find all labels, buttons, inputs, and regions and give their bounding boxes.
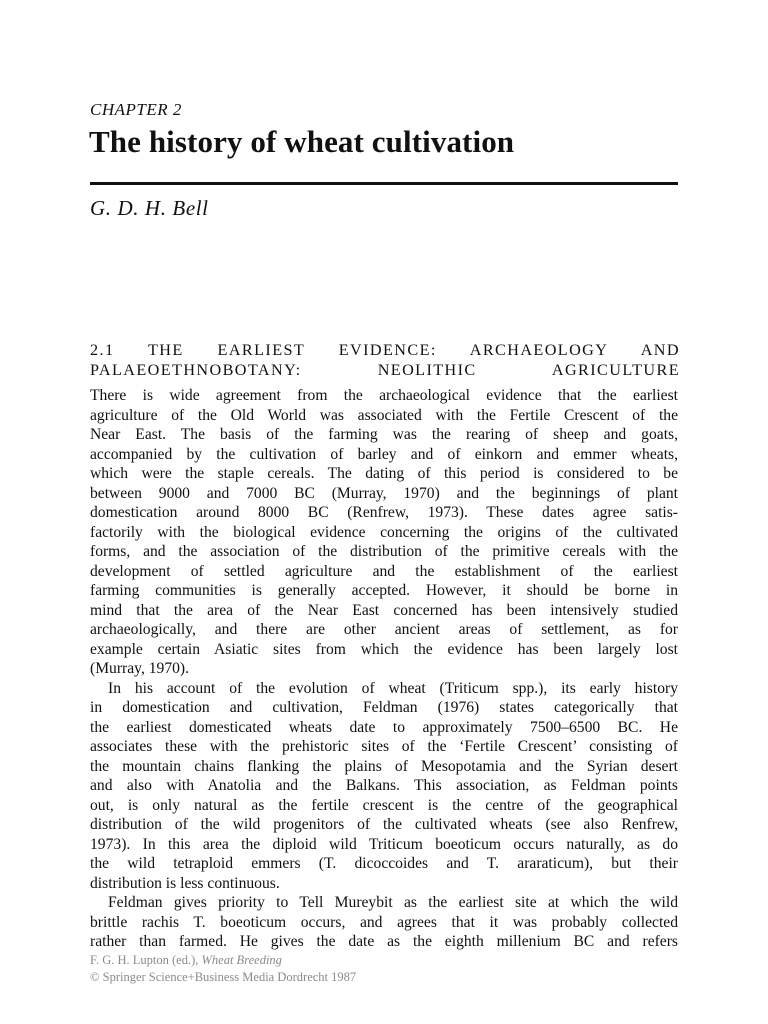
body-line: mind that the area of the Near East concerned has been intensively studied <box>90 601 678 619</box>
body-line: factorily with the biological evidence concerning the origins of the cultivated <box>90 523 678 541</box>
chapter-title: The history of wheat cultivation <box>89 124 515 159</box>
body-text <box>90 386 678 952</box>
body-line: example certain Asiatic sites from which the evidence has been largely lost <box>90 640 678 658</box>
section-heading-line-1: 2.1 THE EARLIEST EVIDENCE: ARCHAEOLOGY AND <box>90 341 680 359</box>
section-heading <box>90 340 680 380</box>
body-line: forms, and the association of the distribution of the primitive cereals with the <box>90 543 678 560</box>
body-line: between 9000 and 7000 BC (Murray, 1970) and the beginnings of plant <box>90 484 678 502</box>
body-line: the mountain chains flanking the plains of Mesopotamia and the Syrian desert <box>90 757 678 775</box>
book-title: Wheat Breeding <box>201 953 282 967</box>
page-footer <box>90 952 356 986</box>
body-line: agriculture of the Old World was associated with the Fertile Crescent of the <box>90 406 678 424</box>
body-line: rather than farmed. He gives the date as the eighth millenium BC and refers <box>90 933 678 950</box>
citation-line <box>90 952 356 969</box>
body-line: (Murray, 1970). <box>90 660 190 677</box>
body-line: 1973). In this area the diploid wild Triticum boeoticum occurs naturally, as do <box>90 835 678 853</box>
body-line: In his account of the evolution of wheat (Triticum spp.), its early history <box>108 679 678 697</box>
body-line: distribution is less continuous. <box>90 874 280 892</box>
body-line: accompanied by the cultivation of barley and of einkorn and emmer wheats, <box>90 445 678 463</box>
chapter-label: CHAPTER 2 <box>90 100 182 119</box>
section-heading-line-2: PALAEOETHNOBOTANY: NEOLITHIC AGRICULTURE <box>90 361 680 379</box>
body-line: associates these with the prehistoric sites of the ‘Fertile Crescent’ consisting of <box>90 738 678 755</box>
author-name: G. D. H. Bell <box>90 196 209 220</box>
body-line: domestication around 8000 BC (Renfrew, 1973). These dates agree satis- <box>90 504 678 521</box>
body-line: development of settled agriculture and the establishment of the earliest <box>90 562 678 580</box>
body-line: farming communities is generally accepted. However, it should be borne in <box>90 582 678 599</box>
body-line: the earliest domesticated wheats date to approximately 7500–6500 BC. He <box>90 718 678 736</box>
copyright-line: © Springer Science+Business Media Dordrecht 1987 <box>90 970 357 984</box>
body-line: out, is only natural as the fertile crescent is the centre of the geographical <box>90 796 678 814</box>
body-line: which were the staple cereals. The dating of this period is considered to be <box>90 465 678 482</box>
body-line: in domestication and cultivation, Feldman (1976) states categorically that <box>90 699 678 716</box>
body-line: the wild tetraploid emmers (T. dicoccoides and T. araraticum), but their <box>90 855 678 872</box>
body-line: and also with Anatolia and the Balkans. This association, as Feldman points <box>90 777 678 794</box>
body-line: distribution of the wild progenitors of the cultivated wheats (see also Renfrew, <box>90 816 678 833</box>
body-line: brittle rachis T. boeoticum occurs, and agrees that it was probably collected <box>90 913 678 931</box>
body-line: Feldman gives priority to Tell Mureybit as the earliest site at which the wild <box>108 894 678 911</box>
body-line: archaeologically, and there are other ancient areas of settlement, as for <box>90 621 678 638</box>
body-line: There is wide agreement from the archaeological evidence that the earliest <box>90 387 678 404</box>
title-rule <box>90 182 678 185</box>
body-line: Near East. The basis of the farming was the rearing of sheep and goats, <box>90 426 678 443</box>
editor-credit: F. G. H. Lupton (ed.), <box>90 953 202 967</box>
